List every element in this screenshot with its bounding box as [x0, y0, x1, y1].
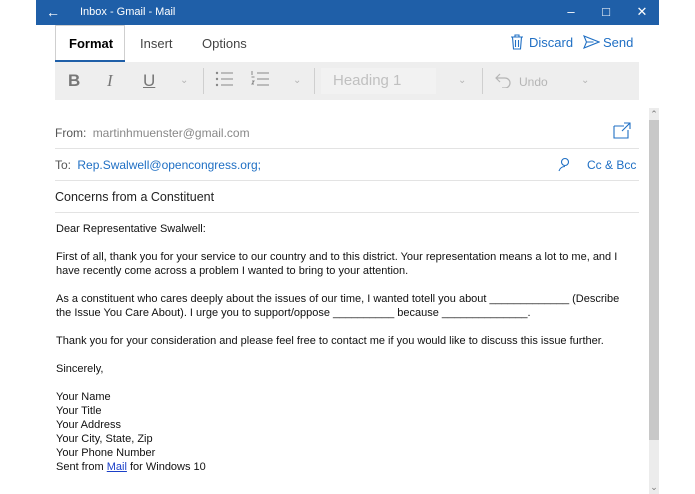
window-title: Inbox - Gmail - Mail	[80, 6, 176, 18]
recipient-address[interactable]: Rep.Swalwell@opencongress.org;	[77, 158, 261, 172]
format-toolbar	[55, 62, 639, 100]
divider	[55, 212, 639, 213]
discard-label: Discard	[529, 35, 574, 50]
greeting: Dear Representative Swalwell:	[56, 223, 206, 235]
from-label: From:	[55, 126, 87, 140]
back-arrow-icon[interactable]: ←	[46, 4, 60, 20]
tab-options[interactable]: Options	[202, 36, 247, 51]
scroll-up-icon[interactable]: ⌃	[650, 109, 658, 119]
bullet-list-icon[interactable]	[215, 70, 233, 88]
undo-label: Undo	[519, 75, 548, 89]
signature-line: Your Phone Number	[56, 447, 156, 459]
compose-popout-icon[interactable]	[613, 122, 631, 139]
signature-line: Your Address	[56, 419, 122, 431]
signature-line: Your Name	[56, 391, 111, 403]
toolbar-divider	[314, 68, 315, 94]
underline-button[interactable]: U	[143, 71, 156, 90]
bold-button[interactable]: B	[68, 71, 81, 90]
toolbar-divider	[482, 68, 483, 94]
cc-bcc-button[interactable]: Cc & Bcc	[587, 158, 637, 172]
mail-link[interactable]: Mail	[106, 461, 127, 473]
chevron-down-icon[interactable]: ⌄	[581, 75, 590, 86]
chevron-down-icon[interactable]: ⌄	[458, 75, 467, 86]
body-paragraph: First of all, thank you for your service to our country and to this district. Your representation means a lot to me, and I have recently come across a problem I wanted to bring to your attention.	[56, 251, 618, 277]
tab-format[interactable]: Format	[69, 36, 114, 51]
from-field[interactable]	[55, 126, 639, 140]
sent-from-line	[56, 460, 636, 474]
to-label: To:	[55, 158, 72, 172]
contact-icon[interactable]	[558, 157, 572, 172]
close-icon[interactable]: ✕	[636, 4, 648, 19]
toolbar-divider	[203, 68, 204, 94]
numbered-list-icon[interactable]	[251, 70, 269, 88]
chevron-down-icon[interactable]: ⌄	[293, 75, 302, 86]
scroll-down-icon[interactable]: ⌄	[650, 482, 658, 492]
subject-field[interactable]: Concerns from a Constituent	[55, 190, 215, 204]
closing: Sincerely,	[56, 363, 104, 375]
tab-insert[interactable]: Insert	[140, 36, 173, 51]
message-body[interactable]	[56, 222, 636, 474]
signature-block	[56, 390, 636, 474]
title-bar	[36, 0, 659, 25]
scrollbar-thumb[interactable]	[649, 120, 659, 440]
signature-line: Your Title	[56, 405, 102, 417]
body-paragraph: As a constituent who cares deeply about the issues of our time, I wanted totell you about _____________ (Describe the Issue You Care About). I urge you to support/oppose __________ because ______________.	[56, 293, 620, 319]
signature-line: Your City, State, Zip	[56, 433, 153, 445]
mail-window	[36, 0, 659, 494]
maximize-icon[interactable]: □	[602, 4, 610, 19]
send-icon	[583, 35, 600, 49]
from-address[interactable]: martinhmuenster@gmail.com	[92, 126, 250, 140]
italic-button[interactable]: I	[107, 71, 113, 90]
divider	[55, 148, 639, 149]
sent-from-suffix: for Windows 10	[126, 461, 206, 473]
body-paragraph: Thank you for your consideration and please feel free to contact me if you would like to discuss this issue further.	[56, 335, 604, 347]
heading-style-select[interactable]: Heading 1	[321, 68, 436, 94]
divider	[55, 180, 639, 181]
send-label: Send	[603, 35, 634, 50]
to-field[interactable]	[55, 158, 639, 172]
chevron-down-icon[interactable]: ⌄	[180, 75, 189, 86]
undo-icon	[495, 72, 511, 88]
minimize-icon[interactable]: –	[567, 4, 575, 19]
trash-icon	[510, 34, 524, 50]
sent-from-prefix: Sent from	[56, 461, 107, 473]
